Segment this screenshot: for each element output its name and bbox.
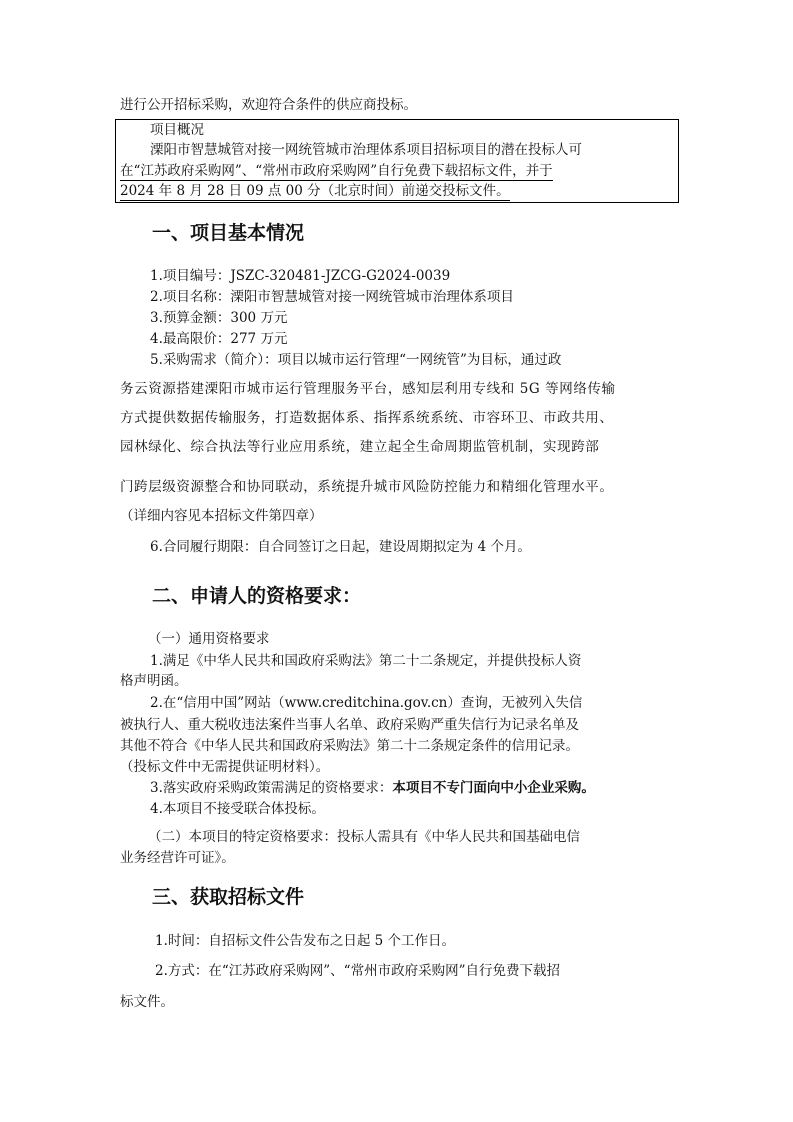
- s2-req-3-emphasis: 本项目不专门面向中小企业采购。: [392, 780, 595, 796]
- s1-item-5-line-6: （详细内容见本招标文件第四章）: [120, 508, 323, 524]
- s1-item-6: 6.合同履行期限：自合同签订之日起，建设周期拟定为 4 个月。: [150, 539, 532, 555]
- s3-time: 1.时间：自招标文件公告发布之日起 5 个工作日。: [155, 933, 456, 949]
- s1-item-3: 3.预算金额：300 万元: [150, 310, 288, 326]
- s1-item-4: 4.最高限价：277 万元: [150, 331, 288, 347]
- s1-item-5-line-4: 园林绿化、综合执法等行业应用系统，建立起全生命周期监管机制，实现跨部: [120, 439, 600, 455]
- s3-method-line-2: 标文件。: [120, 994, 174, 1010]
- s2-req-1-line-2: 格声明函。: [120, 673, 188, 689]
- s2-req-3: [150, 779, 710, 797]
- s2-req-1-line-1: 1.满足《中华人民共和国政府采购法》第二十二条规定，并提供投标人资: [150, 653, 582, 669]
- s2-req-2-line-2: 被执行人、重大税收违法案件当事人名单、政府采购严重失信行为记录名单及: [120, 717, 579, 733]
- s2-req-2-line-1: 2.在“信用中国”网站（www.creditchina.gov.cn）查询，无被列入失信: [150, 695, 583, 711]
- s1-item-5-line-2: 务云资源搭建溧阳市城市运行管理服务平台，感知层利用专线和 5G 等网络传输: [120, 381, 616, 397]
- s2-req-3-label: 3.落实政府采购政策需满足的资格要求：: [150, 780, 393, 796]
- overview-line-3: [120, 182, 680, 201]
- s2-req-4: 4.本项目不接受联合体投标。: [150, 801, 325, 817]
- s1-item-5-line-3: 方式提供数据传输服务，打造数据体系、指挥系统系统、市容环卫、市政共用、: [120, 410, 614, 426]
- section-1-heading: 一、项目基本情况: [152, 222, 305, 244]
- overview-line-2: [120, 162, 680, 181]
- overview-line-2-text: 在“江苏政府采购网”、“常州市政府采购网”自行免费下载招标文件，并于: [120, 163, 553, 179]
- s2-req-2-line-4: （投标文件中无需提供证明材料）。: [120, 759, 330, 775]
- s1-item-5-line-5: 门跨层级资源整合和协同联动，系统提升城市风险防控能力和精细化管理水平。: [120, 479, 614, 495]
- s2-sub-1: （一）通用资格要求: [148, 631, 270, 647]
- s1-item-5-line-1: 5.采购需求（简介）：项目以城市运行管理“一网统管”为目标，通过政: [150, 352, 562, 368]
- overview-title: 项目概况: [150, 122, 204, 138]
- overview-line-1: 溧阳市智慧城管对接一网统管城市治理体系项目招标项目的潜在投标人可: [150, 142, 582, 158]
- s3-method-line-1: 2.方式：在“江苏政府采购网”、“常州市政府采购网”自行免费下载招: [155, 963, 560, 979]
- section-2-heading: 二、申请人的资格要求：: [152, 585, 362, 607]
- s1-item-1: 1.项目编号：JSZC-320481-JZCG-G2024-0039: [150, 268, 451, 284]
- s1-item-2: 2.项目名称：溧阳市智慧城管对接一网统管城市治理体系项目: [150, 289, 514, 305]
- s2-sub-2-line-1: （二）本项目的特定资格要求：投标人需具有《中华人民共和国基础电信: [148, 829, 580, 845]
- s2-req-2-line-3: 其他不符合《中华人民共和国政府采购法》第二十二条规定条件的信用记录。: [120, 738, 579, 754]
- section-3-heading: 三、获取招标文件: [152, 886, 305, 908]
- s2-sub-2-line-2: 业务经营许可证》。: [120, 850, 235, 866]
- intro-line: 进行公开招标采购，欢迎符合条件的供应商投标。: [120, 97, 417, 113]
- overview-line-3-text: 2024 年 8 月 28 日 09 点 00 分（北京时间）前递交投标文件。: [120, 183, 510, 199]
